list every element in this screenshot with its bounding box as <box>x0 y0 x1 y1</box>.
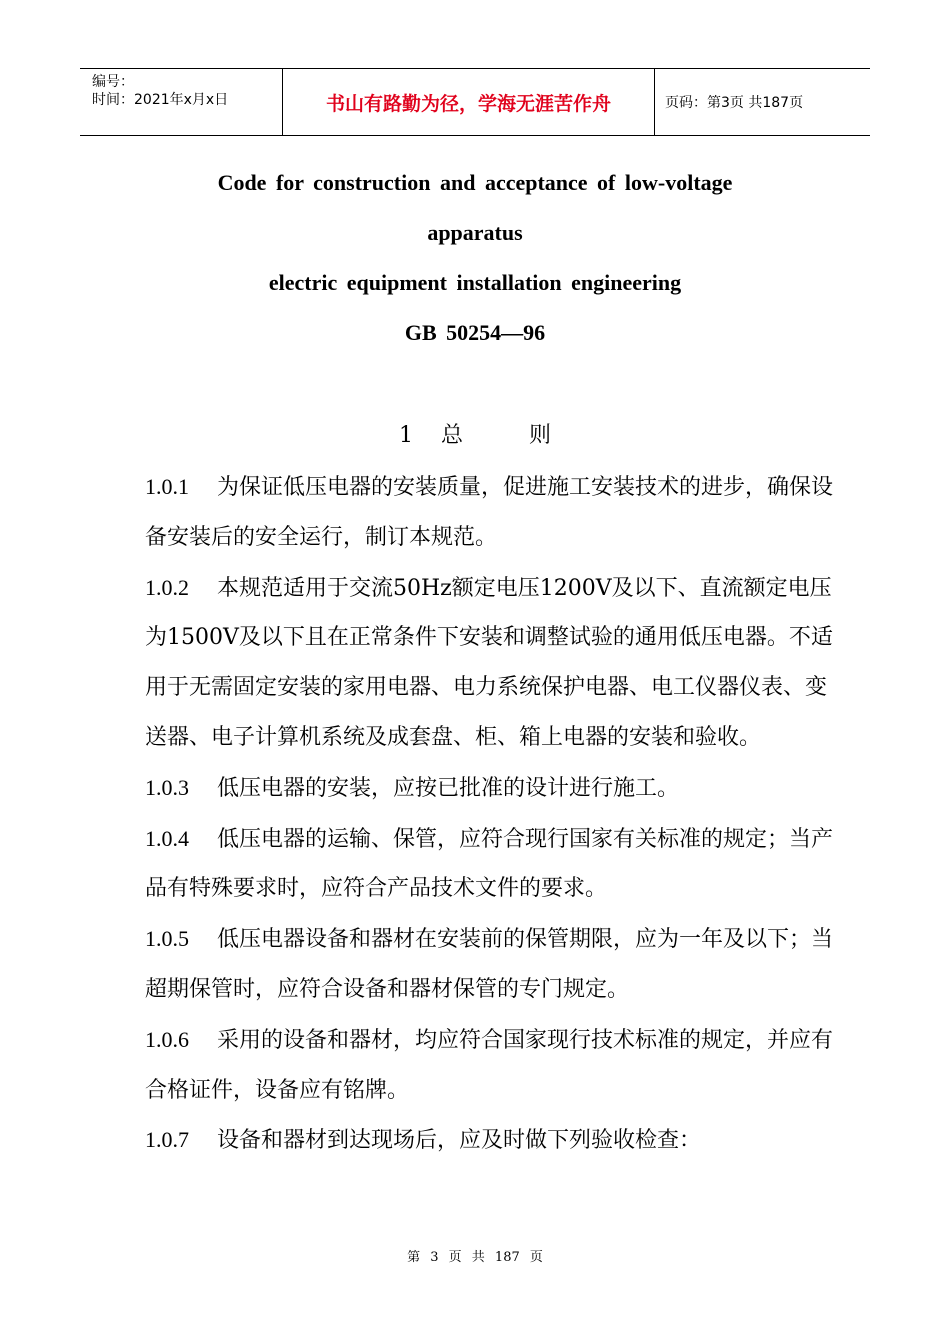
clause-list <box>145 462 845 1166</box>
document-date: 时间：2021年x月x日 <box>92 92 229 108</box>
clause-number: 1.0.5 <box>145 926 189 952</box>
clause-1-0-7 <box>145 1115 845 1166</box>
page-footer: 第 3 页 共 187 页 <box>407 1250 543 1265</box>
clause-1-0-2 <box>145 563 845 763</box>
header-meta <box>80 69 282 135</box>
section-heading <box>0 418 950 449</box>
clause-1-0-1 <box>145 462 845 563</box>
section-title-char-1: 总 <box>440 423 463 448</box>
page-header <box>80 68 870 136</box>
clause-text: 设备和器材到达现场后，应及时做下列验收检查： <box>217 1128 702 1154</box>
clause-text: 采用的设备和器材，均应符合国家现行技术标准的规定，并应有合格证件，设备应有铭牌。 <box>145 1027 834 1103</box>
clause-1-0-3 <box>145 763 845 814</box>
clause-number: 1.0.6 <box>145 1026 189 1052</box>
title-line-1: Code for construction and acceptance of low-voltage <box>217 170 733 195</box>
clause-text: 本规范适用于交流50Hz额定电压1200V及以下、直流额定电压为1500V及以下且在正常条件下安装和调整试验的通用低压电器。不适用于无需固定安装的家用电器、电力系统保护电器、电工仪器仪表、变送器、电子计算机系统及成套盘、柜、箱上电器的安装和验收。 <box>145 575 833 750</box>
clause-1-0-5 <box>145 914 845 1015</box>
document-number-label: 编号： <box>92 74 134 90</box>
clause-number: 1.0.4 <box>145 825 189 851</box>
header-page-info: 页码：第3页 共187页 <box>665 95 804 111</box>
standard-code: GB 50254—96 <box>404 320 546 345</box>
clause-text: 低压电器的运输、保管，应符合现行国家有关标准的规定；当产品有特殊要求时，应符合产品技术文件的要求。 <box>145 826 834 902</box>
section-number: 1 <box>398 423 413 448</box>
clause-1-0-4 <box>145 814 845 915</box>
clause-1-0-6 <box>145 1015 845 1116</box>
clause-number: 1.0.7 <box>145 1127 189 1153</box>
clause-number: 1.0.2 <box>145 574 189 600</box>
title-line-3: electric equipment installation engineering <box>268 270 682 295</box>
section-title-char-2: 则 <box>529 423 552 448</box>
clause-text: 低压电器的安装，应按已批准的设计进行施工。 <box>217 775 680 801</box>
header-motto: 书山有路勤为径，学海无涯苦作舟 <box>282 69 655 135</box>
clause-text: 低压电器设备和器材在安装前的保管期限，应为一年及以下；当超期保管时，应符合设备和器材保管的专门规定。 <box>145 927 834 1002</box>
title-line-2: apparatus <box>427 220 523 245</box>
clause-number: 1.0.3 <box>145 774 189 800</box>
clause-text: 为保证低压电器的安装质量，促进施工安装技术的进步，确保设备安装后的安全运行，制订本规范。 <box>145 475 834 550</box>
clause-number: 1.0.1 <box>145 474 189 499</box>
